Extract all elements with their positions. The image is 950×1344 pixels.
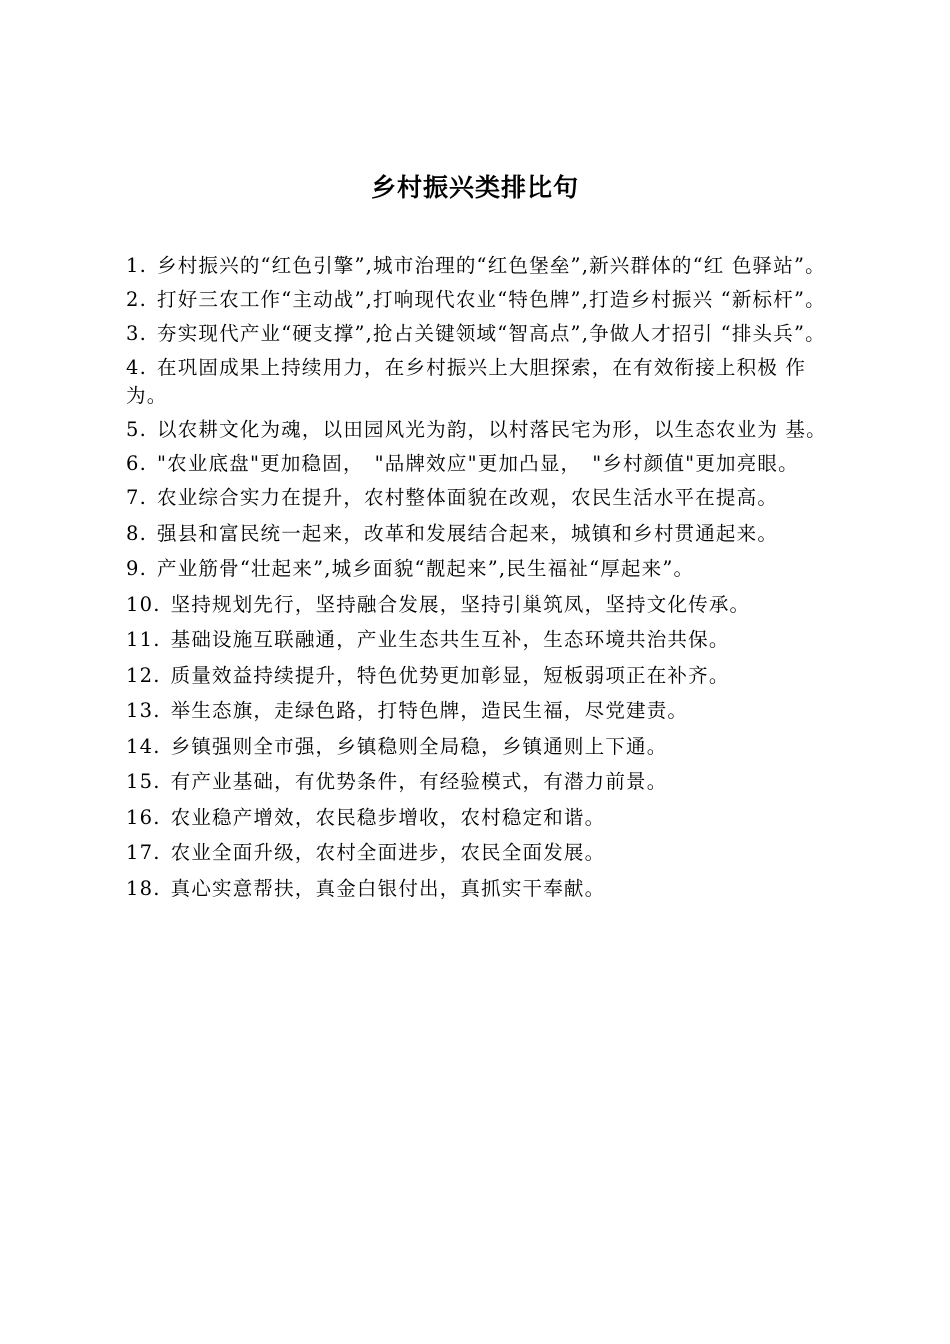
item-number: 2. [126, 288, 148, 311]
item-text: 在巩固成果上持续用力，在乡村振兴上大胆探索，在有效衔接上积极 作为。 [126, 356, 807, 407]
list-item [126, 875, 841, 903]
item-number: 5. [126, 418, 148, 441]
list-item [126, 555, 841, 583]
item-text: 产业筋骨“壮起来”,城乡面貌“靓起来”,民生福祉“厚起来”。 [157, 557, 695, 580]
item-number: 17. [126, 841, 161, 864]
item-number: 9. [126, 557, 148, 580]
list-item [126, 416, 841, 444]
list-item [126, 733, 841, 761]
item-number: 11. [126, 628, 161, 651]
item-text: 基础设施互联融通，产业生态共生互补，生态环境共治共保。 [170, 628, 730, 651]
list-item [126, 591, 841, 619]
item-text: 坚持规划先行，坚持融合发展，坚持引巢筑凤，坚持文化传承。 [170, 592, 751, 616]
item-number: 4. [126, 356, 148, 379]
list-item [126, 697, 841, 725]
item-text: 强县和富民统一起来，改革和发展结合起来，城镇和乡村贯通起来。 [157, 521, 779, 545]
list-item [126, 252, 841, 280]
item-text: 夯实现代产业“硬支撑”,抢占关键领域“智高点”,争做人才招引 “排头兵”。 [157, 322, 826, 345]
list-item [126, 626, 841, 654]
item-text: 农业综合实力在提升，农村整体面貌在改观，农民生活水平在提高。 [157, 486, 779, 509]
list-item [126, 286, 841, 314]
item-number: 12. [126, 663, 161, 687]
list-item [126, 768, 841, 796]
item-number: 6. [126, 452, 148, 475]
list-item [126, 662, 841, 690]
item-number: 7. [126, 486, 148, 509]
list-item [126, 354, 841, 410]
item-number: 1. [126, 254, 148, 277]
list-item [126, 839, 841, 867]
item-text: 农业稳产增效，农民稳步增收，农村稳定和谐。 [170, 805, 606, 829]
item-text: 质量效益持续提升，特色优势更加彰显，短板弱项正在补齐。 [170, 663, 730, 687]
item-number: 18. [126, 876, 161, 900]
item-text: "农业底盘"更加稳固， "品牌效应"更加凸显， "乡村颜值"更加亮眼。 [157, 452, 799, 475]
list-item [126, 804, 841, 832]
list-item [126, 520, 841, 548]
item-text: 乡镇强则全市强，乡镇稳则全局稳，乡镇通则上下通。 [170, 734, 668, 758]
item-number: 13. [126, 699, 161, 722]
item-text: 举生态旗，走绿色路，打特色牌，造民生福，尽党建责。 [170, 699, 689, 722]
sentence-list [126, 252, 841, 910]
page-title: 乡村振兴类排比句 [370, 173, 579, 202]
item-text: 以农耕文化为魂，以田园风光为韵，以村落民宅为形，以生态农业为 基。 [157, 418, 827, 441]
item-number: 8. [126, 521, 148, 545]
item-text: 有产业基础，有优势条件，有经验模式，有潜力前景。 [170, 770, 668, 793]
list-item [126, 450, 841, 478]
item-text: 打好三农工作“主动战”,打响现代农业“特色牌”,打造乡村振兴 “新标杆”。 [157, 288, 826, 311]
item-number: 10. [126, 592, 161, 616]
item-text: 真心实意帮扶，真金白银付出，真抓实干奉献。 [170, 876, 606, 900]
list-item [126, 320, 841, 348]
item-number: 15. [126, 770, 161, 793]
item-number: 3. [126, 322, 148, 345]
item-number: 16. [126, 805, 161, 829]
item-text: 乡村振兴的“红色引擎”,城市治理的“红色堡垒”,新兴群体的“红 色驿站”。 [157, 254, 826, 277]
item-number: 14. [126, 734, 161, 758]
list-item [126, 484, 841, 512]
item-text: 农业全面升级，农村全面进步，农民全面发展。 [170, 841, 606, 864]
